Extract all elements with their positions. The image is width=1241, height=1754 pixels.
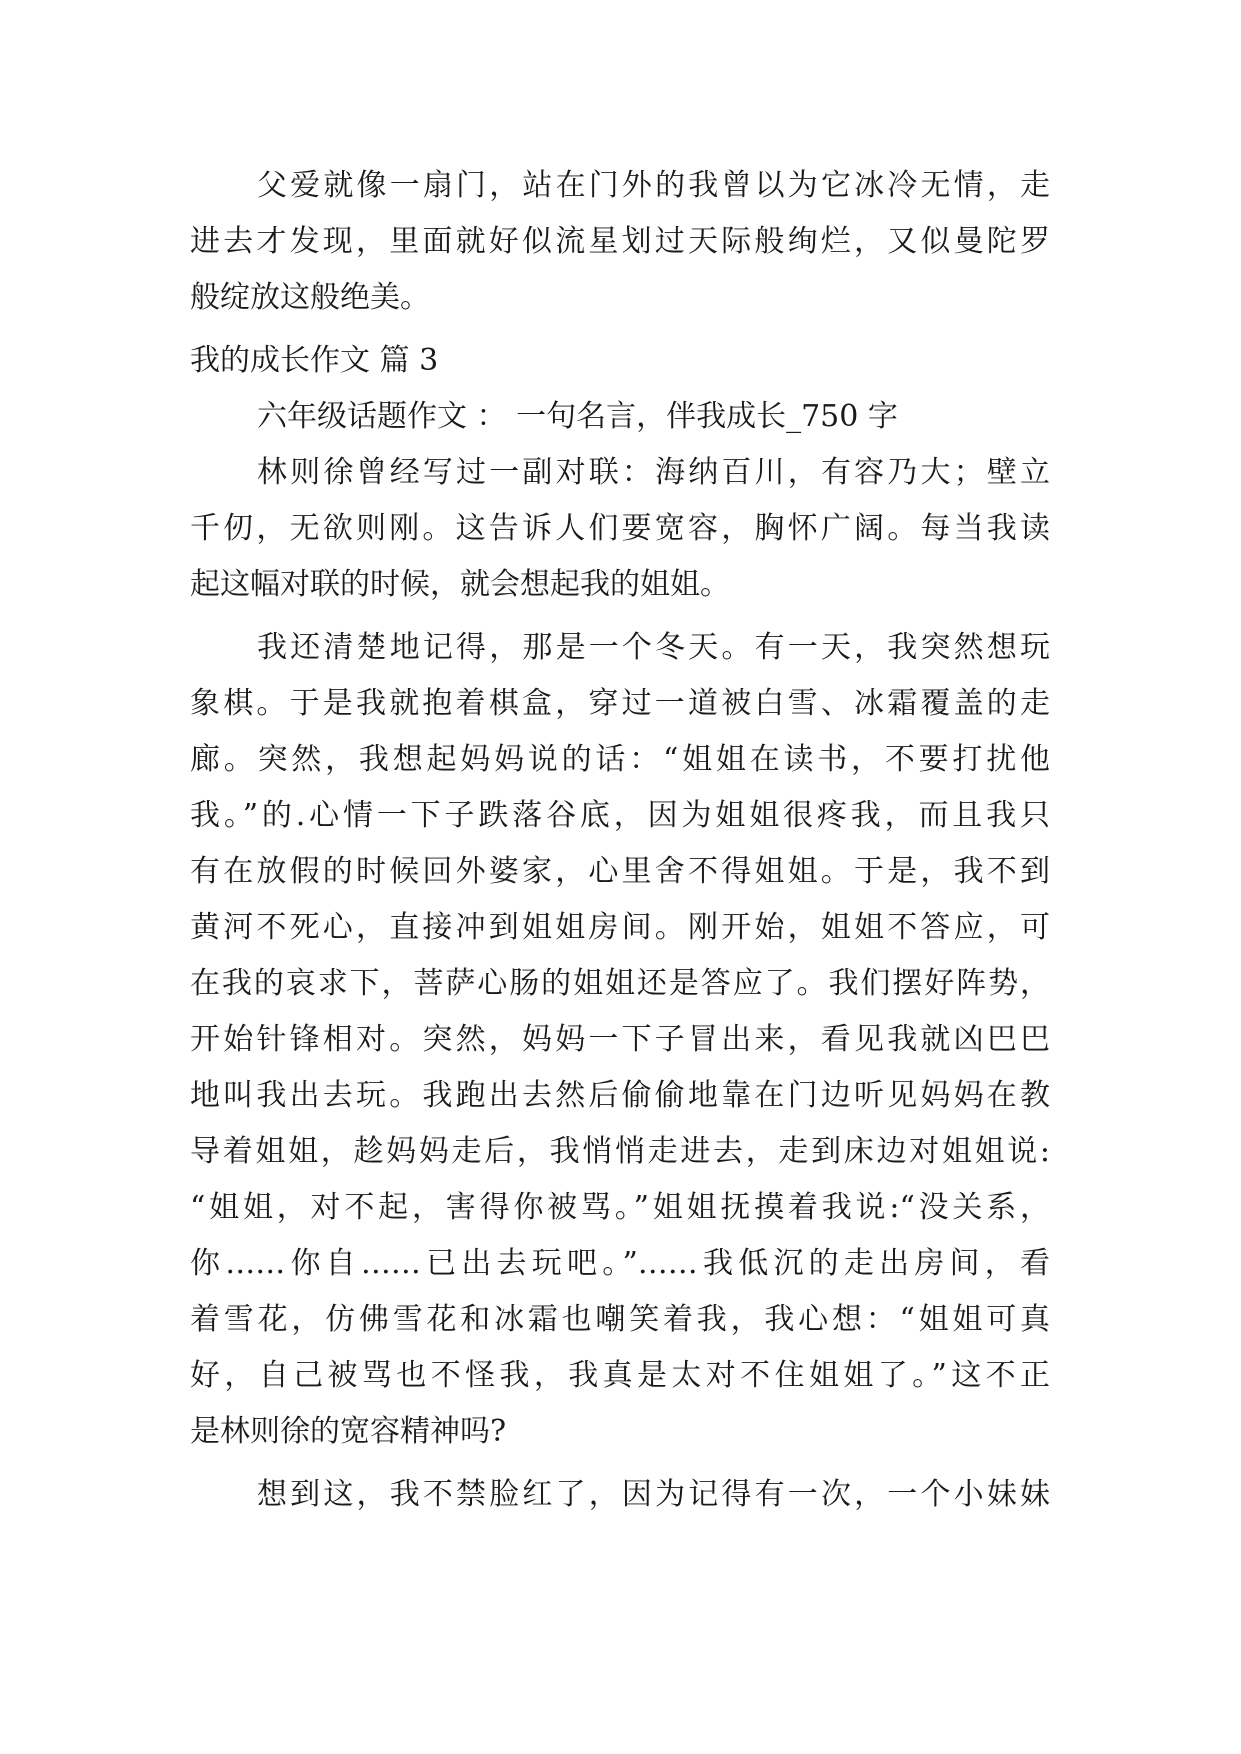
paragraph-line: 进去才发现，里面就好似流星划过天际般绚烂，又似曼陀罗: [190, 224, 1050, 259]
paragraph-line: 起这幅对联的时候，就会想起我的姐姐。: [190, 567, 730, 602]
paragraph-line: 导着姐姐，趁妈妈走后，我悄悄走进去，走到床边对姐姐说:: [190, 1134, 1050, 1169]
paragraph-line: 象棋。于是我就抱着棋盒，穿过一道被白雪、冰霜覆盖的走: [190, 686, 1050, 721]
paragraph-line: 想到这，我不禁脸红了，因为记得有一次，一个小妹妹: [257, 1477, 1050, 1512]
paragraph-line: 开始针锋相对。突然，妈妈一下子冒出来，看见我就凶巴巴: [190, 1022, 1050, 1057]
paragraph-line: 好，自己被骂也不怪我，我真是太对不住姐姐了。”这不正: [190, 1358, 1050, 1393]
paragraph-line: “姐姐，对不起，害得你被骂。”姐姐抚摸着我说:“没关系，: [190, 1190, 1050, 1225]
paragraph-line: 我。”的.心情一下子跌落谷底，因为姐姐很疼我，而且我只: [190, 798, 1050, 833]
essay-subtitle: 六年级话题作文 ： 一句名言，伴我成长_750 字: [257, 399, 898, 434]
paragraph-line: 千仞，无欲则刚。这告诉人们要宽容，胸怀广阔。每当我读: [190, 511, 1050, 546]
paragraph-line: 着雪花，仿佛雪花和冰霜也嘲笑着我，我心想：“姐姐可真: [190, 1302, 1050, 1337]
paragraph-line: 廊。突然，我想起妈妈说的话：“姐姐在读书，不要打扰他: [190, 742, 1050, 777]
paragraph-line: 林则徐曾经写过一副对联：海纳百川，有容乃大；壁立: [257, 455, 1050, 490]
paragraph-line: 有在放假的时候回外婆家，心里舍不得姐姐。于是，我不到: [190, 854, 1050, 889]
paragraph-line: 在我的哀求下，菩萨心肠的姐姐还是答应了。我们摆好阵势，: [190, 966, 1050, 1001]
paragraph-line: 父爱就像一扇门，站在门外的我曾以为它冰冷无情，走: [257, 168, 1050, 203]
paragraph-line: 地叫我出去玩。我跑出去然后偷偷地靠在门边听见妈妈在教: [190, 1078, 1050, 1113]
paragraph-line: 黄河不死心，直接冲到姐姐房间。刚开始，姐姐不答应，可: [190, 910, 1050, 945]
section-heading: 我的成长作文 篇 3: [190, 343, 439, 378]
paragraph-line: 是林则徐的宽容精神吗?: [190, 1414, 507, 1449]
paragraph-line: 我还清楚地记得，那是一个冬天。有一天，我突然想玩: [257, 630, 1050, 665]
paragraph-line: 般绽放这般绝美。: [190, 280, 430, 315]
paragraph-line: 你……你自……已出去玩吧。”……我低沉的走出房间，看: [190, 1246, 1050, 1281]
